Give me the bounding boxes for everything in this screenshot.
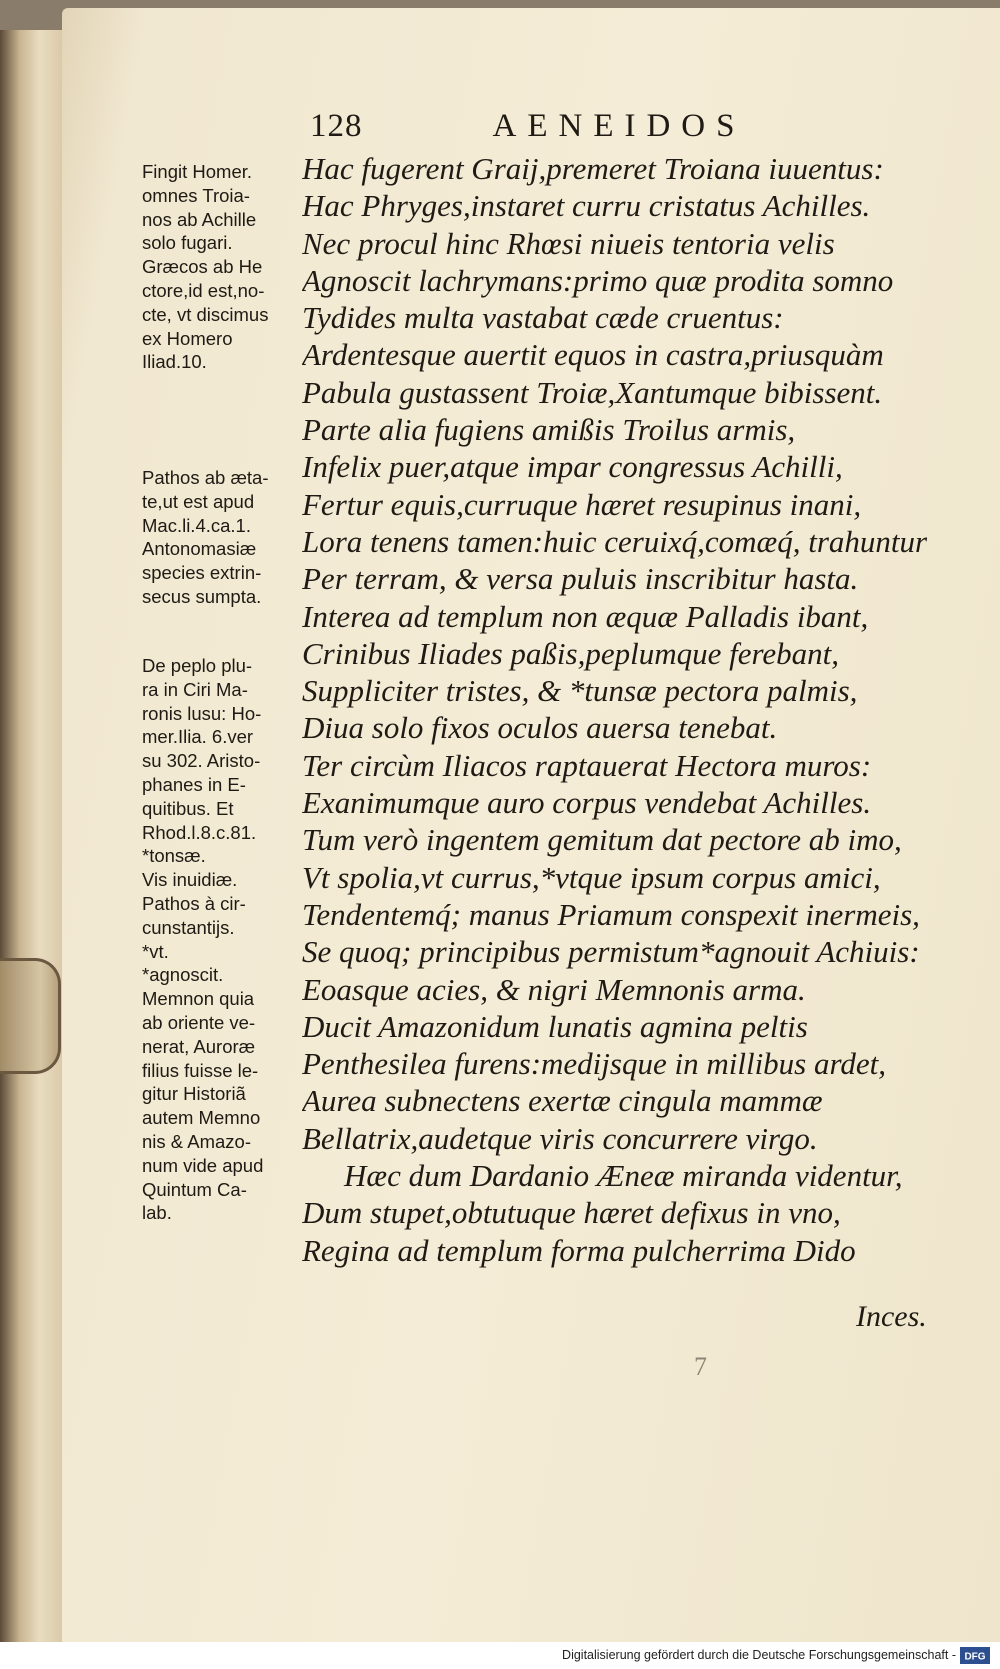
note-line: Quintum Ca- xyxy=(142,1178,247,1200)
verse-line: Nec procul hinc Rhœsi niueis tentoria velis xyxy=(302,225,835,261)
note-line: Rhod.l.8.c.81. xyxy=(142,821,257,843)
note-line: De peplo plu- xyxy=(142,655,253,676)
note-line: Vis inuidiæ. xyxy=(142,869,238,891)
note-line: omnes Troia- xyxy=(142,184,250,206)
note-line: Iliad.10. xyxy=(142,351,207,373)
verse-line: Ter circùm Iliacos raptauerat Hectora muros: xyxy=(302,747,872,783)
note-line: ctore,id est,no- xyxy=(142,279,265,301)
note-line: species extrin- xyxy=(142,562,262,584)
verse-line: Tendentemq́; manus Priamum conspexit inermeis, xyxy=(302,896,920,932)
verse-line: Fertur equis,curruque hæret resupinus inani, xyxy=(302,486,862,522)
verse-line: Tydides multa vastabat cæde cruentus: xyxy=(302,300,784,336)
note-line: cunstantijs. xyxy=(142,916,235,938)
verse-line: Regina ad templum forma pulcherrima Dido xyxy=(302,1232,856,1268)
dfg-logo-text: DFG xyxy=(964,1651,986,1663)
note-line: te,ut est apud xyxy=(142,490,255,512)
note-line: ronis lusu: Ho- xyxy=(142,702,262,724)
pencil-mark: 7 xyxy=(694,1352,707,1381)
verse-line: Hac fugerent Graij,premeret Troiana iuuentus: xyxy=(302,151,884,186)
note-line: *agnoscit. xyxy=(142,964,224,986)
note-line: *tonsæ. xyxy=(142,845,206,867)
note-line: phanes in E- xyxy=(142,773,246,795)
verse-line: Ardentesque auertit equos in castra,priusquàm xyxy=(302,337,884,373)
note-line: su 302. Aristo- xyxy=(142,750,261,772)
note-line: Memnon quia xyxy=(142,988,255,1010)
verse-line: Dum stupet,obtutuque hæret defixus in vno, xyxy=(302,1195,841,1231)
verse-line: Infelix puer,atque impar congressus Achilli, xyxy=(302,449,843,485)
note-line: Antonomasiæ xyxy=(142,538,257,560)
note-line: nis & Amazo- xyxy=(142,1130,251,1152)
verse-line: Bellatrix,audetque viris concurrere virgo. xyxy=(302,1120,818,1156)
verse-line: Diua solo fixos oculos auersa tenebat. xyxy=(302,710,778,746)
book-title: AENEIDOS xyxy=(492,108,746,144)
note-line: autem Memno xyxy=(142,1107,261,1129)
note-line: ab oriente ve- xyxy=(142,1011,256,1033)
note-line: gitur Historiã xyxy=(142,1083,246,1105)
verse-line: Penthesilea furens:medijsque in millibus ardet, xyxy=(302,1046,887,1082)
note-line: lab. xyxy=(142,1202,172,1224)
verse-line: Pabula gustassent Troiæ,Xantumque bibissent. xyxy=(302,374,883,410)
running-head xyxy=(310,108,850,148)
digitization-credit: Digitalisierung gefördert durch die Deutsche Forschungsgemeinschaft - xyxy=(562,1648,956,1662)
page-number: 128 xyxy=(310,108,363,144)
verse-line-indented: Hæc dum Dardanio Æneæ miranda videntur, xyxy=(344,1158,903,1194)
note-line: Pathos ab ætа- xyxy=(142,467,269,488)
verse-line: Lora tenens tamen:huic ceruixq́,comæq́, trahuntur xyxy=(302,523,928,559)
verse-line: Parte alia fugiens amißis Troilus armis, xyxy=(302,412,796,448)
note-line: filius fuisse le- xyxy=(142,1059,259,1081)
note-line: Fingit Homer. xyxy=(142,161,253,182)
verse-line: Aurea subnectens exertæ cingula mammæ xyxy=(302,1083,823,1119)
verse-line: Tum verò ingentem gemitum dat pectore ab imo, xyxy=(302,822,902,858)
note-line: ra in Ciri Ma- xyxy=(142,678,248,700)
book-edge xyxy=(0,30,66,1642)
note-line: nos ab Achille xyxy=(142,208,257,230)
verse-line: Crinibus Iliades paßis,peplumque ferebant, xyxy=(302,635,840,671)
note-line: *vt. xyxy=(142,940,169,962)
verse-line: Exanimumque auro corpus vendebat Achilles. xyxy=(302,785,872,821)
note-line: Græcos ab He xyxy=(142,256,263,278)
verse-line: Suppliciter tristes, & *tunsæ pectora palmis, xyxy=(302,673,858,709)
verse-line: Hac Phryges,instaret curru cristatus Achilles. xyxy=(302,188,871,224)
page-clip xyxy=(0,958,61,1074)
marginal-note-pathos xyxy=(142,466,310,609)
verse-line: Interea ad templum non æquæ Palladis ibant, xyxy=(302,598,869,634)
note-line: quitibus. Et xyxy=(142,797,234,819)
verse-line: Se quoq; principibus permistum*agnouit Achiuis: xyxy=(302,934,920,970)
marginal-note-peplo xyxy=(142,654,310,1225)
note-line: ex Homero xyxy=(142,327,233,349)
note-line: mer.Ilia. 6.ver xyxy=(142,726,254,748)
verse-line: Eoasque acies, & nigri Memnonis arma. xyxy=(302,971,806,1007)
verse-line: Per terram, & versa puluis inscribitur hasta. xyxy=(302,561,859,597)
note-line: Mac.li.4.ca.1. xyxy=(142,514,251,536)
note-line: Pathos à cir- xyxy=(142,892,246,914)
verse-line: Vt spolia,vt currus,*vtque ipsum corpus amici, xyxy=(302,859,881,895)
dfg-logo xyxy=(960,1647,990,1664)
catchword: Inces. xyxy=(856,1300,927,1333)
marginal-note-homer xyxy=(142,160,310,374)
note-line: nerat, Auroræ xyxy=(142,1035,256,1057)
note-line: secus sumpta. xyxy=(142,585,262,607)
verse-line: Agnoscit lachrymans:primo quæ prodita somno xyxy=(302,262,894,298)
verse-line: Ducit Amazonidum lunatis agmina peltis xyxy=(302,1008,808,1044)
note-line: cte, vt discimus xyxy=(142,303,269,325)
note-line: solo fugari. xyxy=(142,232,233,254)
verse-text xyxy=(302,150,942,1269)
note-line: num vide apud xyxy=(142,1154,264,1176)
